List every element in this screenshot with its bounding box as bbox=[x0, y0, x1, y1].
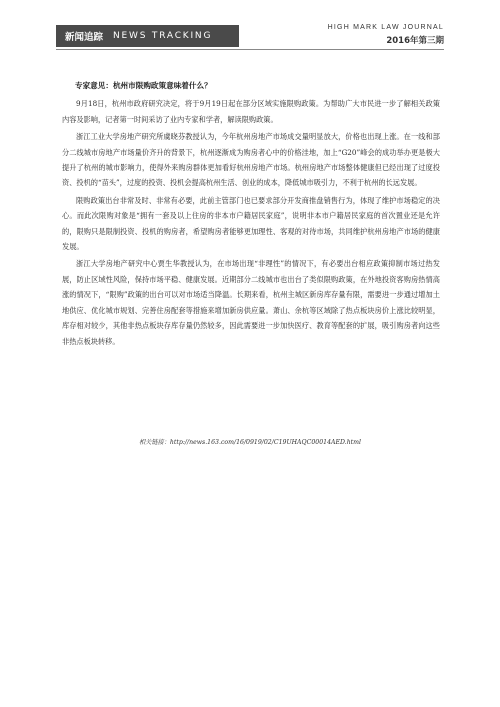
article-paragraph: 浙江工业大学房地产研究所虞晓芬教授认为，今年杭州房地产市场成交量明显放大，价格也出现上涨。在一线和部分二线城市房地产市场量价齐升的背景下，杭州逐渐成为购房者心中的价格洼地，加上“G20”峰会的成功举办更是极大提升了杭州的城市影响力，使得外来购房群体更加看好杭州房地产市场。杭州房地产市场整体健康但已经出现了过度投资、投机的“苗头”，过度的投资、投机会提高杭州生活、创业的成本，降低城市吸引力，不利于杭州的长远发展。 bbox=[62, 132, 440, 188]
section-title-en: NEWS TRACKING bbox=[113, 31, 213, 41]
article-paragraph: 浙江大学房地产研究中心贾生华教授认为，在市场出现“非理性”的情况下，有必要出台相应政策抑制市场过热发展，防止区域性风险，保持市场平稳、健康发展。近期部分二线城市也出台了类似限购政策，在外地投资客购房热情高涨的情况下，“限购”政策的出台可以对市场适当降温。长期来看，杭州主城区新房库存量有限，需要进一步通过增加土地供应、优化城市规划、完善住房配套等措施来增加新房供应量。萧山、余杭等区域除了热点板块房价上涨比较明显，库存相对较少，其他非热点板块存库存量仍然较多，因此需要进一步加快医疗、教育等配套的扩展，吸引购房者向这些非热点板块转移。 bbox=[62, 259, 440, 346]
section-banner bbox=[56, 25, 239, 47]
article-body bbox=[62, 78, 440, 351]
section-title-cn: 新闻追踪 bbox=[65, 32, 104, 43]
journal-masthead bbox=[328, 24, 444, 46]
article-title: 专家意见：杭州市限购政策意味着什么？ bbox=[75, 81, 212, 90]
journal-name: HIGH MARK LAW JOURNAL bbox=[327, 24, 444, 31]
related-link[interactable]: 相关链接：http://news.163.com/16/0919/02/C19UHAQC00014AED.html bbox=[138, 439, 362, 446]
article-paragraph: 限购政策出台非常及时、非常有必要，此前主管部门也已要求部分开发商推盘销售行为，体现了维护市场稳定的决心。而此次限购对象是“拥有一套及以上住房的非本市户籍居民家庭”，说明非本市户籍居民家庭的首次置业还是允许的，限购只是限制投资、投机的购房者，希望购房者能够更加理性、客观的对待市场，共同维护杭州房地产市场的健康发展。 bbox=[62, 195, 440, 252]
journal-issue: 2016年第三期 bbox=[386, 36, 444, 46]
article-paragraph: 9月18日，杭州市政府研究决定，将于9月19日起在部分区域实施限购政策。为帮助广大市民进一步了解相关政策内容及影响，记者第一时间采访了业内专家和学者，解读限购政策。 bbox=[62, 99, 440, 124]
header-divider bbox=[56, 49, 444, 50]
